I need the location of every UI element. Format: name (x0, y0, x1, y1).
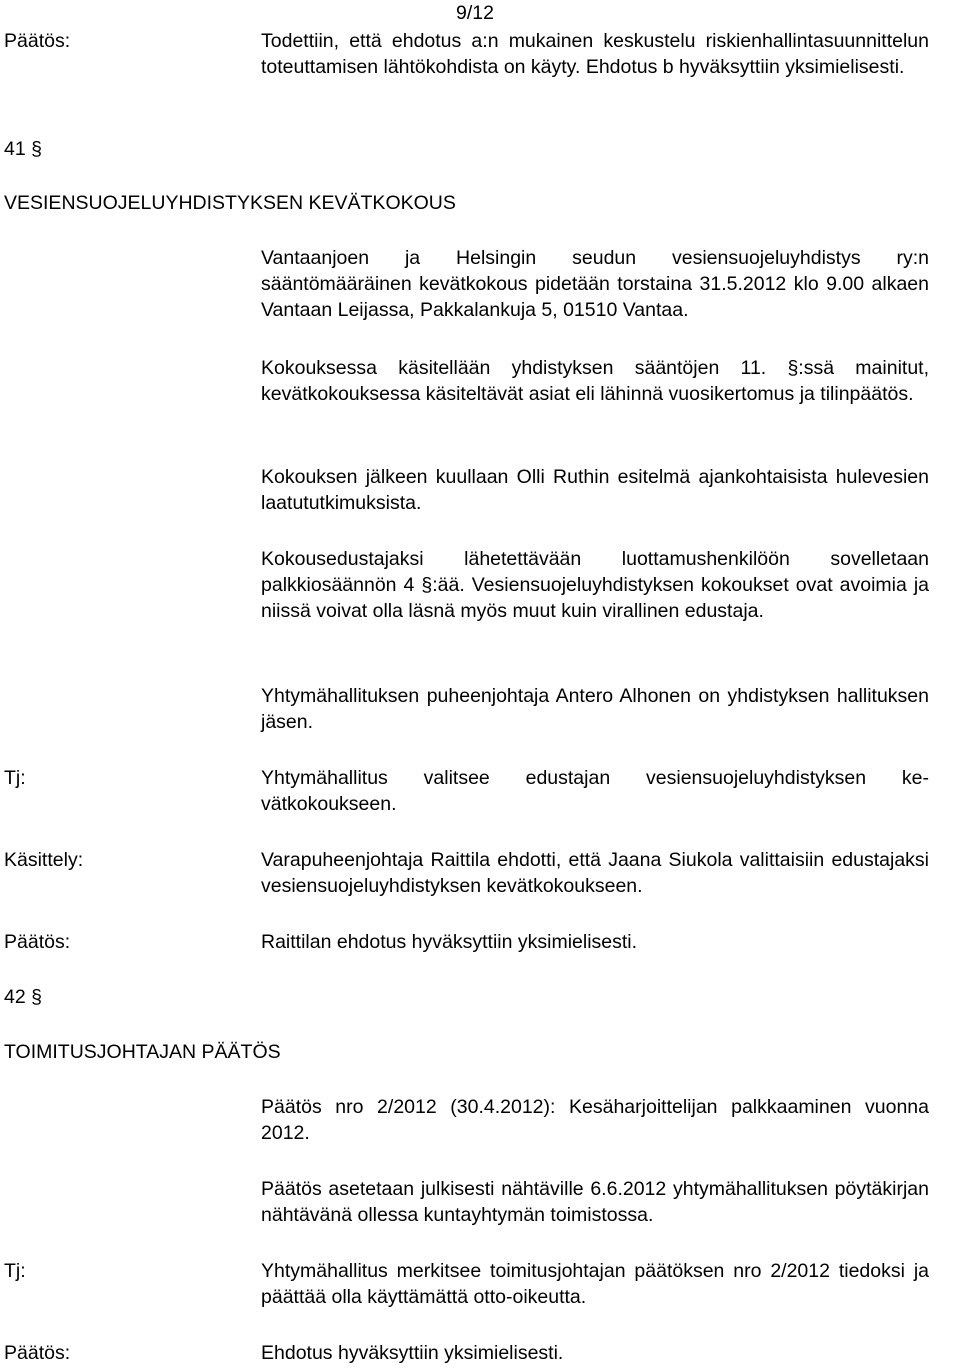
section-42-tj-text: Yhtymähallitus merkitsee toimitusjohtajan päätöksen nro 2/2012 tiedoksi ja päättää olla käyttämättä otto-oikeutta. (261, 1260, 929, 1308)
top-decision-text (261, 28, 929, 80)
section-41-paragraph: Vantaanjoen ja Helsingin seudun vesiensuojeluyhdistys ry:n sääntömääräinen kevätkokous pidetään torstaina 31.5.2012 klo 9.00 alkaen Vantaan Leijassa, Pakkalankuja 5, 01510 Vantaa. (261, 247, 929, 321)
section-42-paragraph: Päätös nro 2/2012 (30.4.2012): Kesäharjoittelijan palkkaaminen vuonna 2012. (261, 1096, 929, 1144)
section-41-number: 41 § (4, 138, 42, 160)
section-41-paragraph: Kokousedustajaksi lähetettävään luottamushenkilöön sovelletaan palkkiosäännön 4 §:ää. Vesiensuojeluyhdistyksen kokoukset ovat avoimia ja niissä voivat olla läsnä myös muut kuin virallinen edustaja. (261, 548, 929, 622)
page-number: 9/12 (456, 2, 494, 24)
section-41-paragraph: Kokouksessa käsitellään yhdistyksen sääntöjen 11. §:ssä mainitut, kevätkokouksessa käsiteltävät asiat eli lähinnä vuosikertomus ja tilinpäätös. (261, 357, 929, 405)
section-41-tj-text: Yhtymähallitus valitsee edustajan vesiensuojeluyhdistyksen kevätkokoukseen. (261, 767, 929, 815)
section-41-paatos-label: Päätös: (4, 931, 71, 953)
section-42-tj-label: Tj: (4, 1260, 26, 1282)
section-41-kasittely (261, 847, 929, 899)
section-41-paatos (261, 929, 929, 955)
section-41-title: VESIENSUOJELUYHDISTYKSEN KEVÄTKOKOUS (4, 192, 456, 214)
section-41-tj-label: Tj: (4, 767, 26, 789)
section-42-tj (261, 1258, 929, 1310)
section-41-paragraph: Kokouksen jälkeen kuullaan Olli Ruthin esitelmä ajankohtaisista hulevesien laatututkimuksista. (261, 466, 929, 514)
section-41-body (261, 464, 929, 516)
section-42-title: TOIMITUSJOHTAJAN PÄÄTÖS (4, 1041, 281, 1063)
top-decision-paragraph: Todettiin, että ehdotus a:n mukainen keskustelu riskienhallintasuunnittelun toteuttamisen lähtökohdista on käyty. Ehdotus b hyväksyttiin yksimielisesti. (261, 30, 929, 78)
section-41-body (261, 355, 929, 407)
section-41-paragraph: Yhtymähallituksen puheenjohtaja Antero Alhonen on yhdistyksen hallituksen jäsen. (261, 685, 929, 733)
section-41-body (261, 546, 929, 624)
section-42-paatos-text: Ehdotus hyväksyttiin yksimielisesti. (261, 1342, 564, 1364)
section-41-body (261, 245, 929, 323)
section-42-paragraph: Päätös asetetaan julkisesti nähtäville 6.6.2012 yhtymähallituksen pöytäkirjan nähtävänä ollessa kuntayhtymän toimistossa. (261, 1178, 929, 1226)
section-42-number: 42 § (4, 986, 42, 1008)
section-42-body (261, 1094, 929, 1146)
section-41-kasittely-text: Varapuheenjohtaja Raittila ehdotti, että Jaana Siukola valittaisiin edustajaksi vesiensuojeluyhdistyksen kevätkokoukseen. (261, 849, 929, 897)
section-41-kasittely-label: Käsittely: (4, 849, 84, 871)
section-41-paatos-text: Raittilan ehdotus hyväksyttiin yksimielisesti. (261, 931, 638, 953)
section-42-paatos (261, 1340, 929, 1366)
top-decision-label: Päätös: (4, 30, 71, 52)
section-42-paatos-label: Päätös: (4, 1342, 71, 1364)
section-41-body (261, 683, 929, 735)
section-42-body (261, 1176, 929, 1228)
section-41-tj (261, 765, 929, 817)
